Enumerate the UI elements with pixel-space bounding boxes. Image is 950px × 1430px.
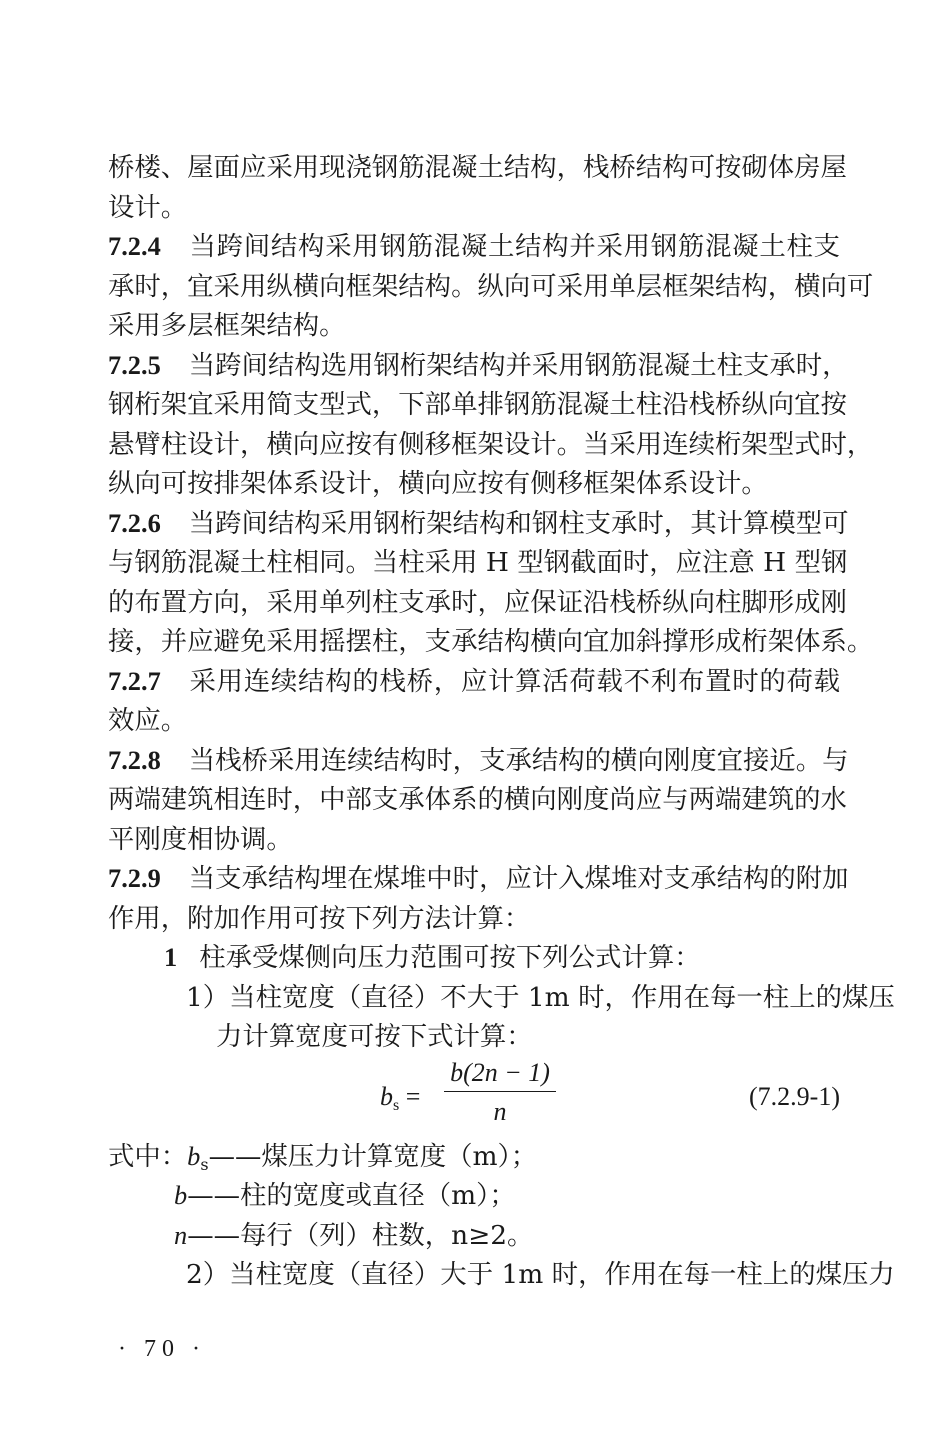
text-line: 悬臂柱设计，横向应按有侧移框架设计。当采用连续桁架型式时， [108,428,874,460]
text-line: 采用多层框架结构。 [108,310,346,341]
text-line: 的布置方向，采用单列柱支承时，应保证沿栈桥纵向柱脚形成刚 [108,586,847,618]
text-line: 当栈桥采用连续结构时，支承结构的横向刚度宜接近。与 [188,744,849,776]
definition-symbol: b [174,1180,188,1210]
text-line: 力计算宽度可按下式计算： [216,1021,533,1052]
clause-number: 7.2.8 [108,744,161,775]
clause-7-2-6 [108,504,849,544]
clause-number: 7.2.7 [108,665,161,696]
fraction-numerator: b(2n − 1) [450,1057,550,1087]
document-body [108,148,895,1295]
fraction-bar [444,1091,556,1092]
item-text: 柱承受煤侧向压力范围可按下列公式计算： [199,942,701,973]
text-line: 作用，附加作用可按下列方法计算： [108,902,531,934]
text-line: 接，并应避免采用摇摆柱，支承结构横向宜加斜撑形成桁架体系。 [108,626,874,657]
sub-item-1: 1）当柱宽度（直径）不大于 1m 时，作用在每一柱上的煤压 [186,981,895,1013]
text-line: 采用连续结构的栈桥，应计算活荷载不利布置时的荷载 [188,665,840,697]
sub-item-2: 2）当柱宽度（直径）大于 1m 时，作用在每一柱上的煤压力 [186,1259,895,1290]
text-line: 当支承结构埋在煤堆中时，应计入煤堆对支承结构的附加 [188,863,849,894]
page-number: · 70 · [118,1336,206,1362]
definition-subscript: s [200,1154,209,1174]
clause-number: 7.2.6 [108,507,161,538]
text-line: 与钢筋混凝土柱相同。当柱采用 H 型钢截面时，应注意 H 型钢 [108,547,848,578]
definition-symbol: b [187,1140,201,1171]
item-number: 1 [164,942,178,972]
formula-7-2-9-1 [108,1057,840,1137]
clause-7-2-5 [108,346,849,386]
formula-subscript: s [393,1096,400,1114]
text-line: 承时，宜采用纵横向框架结构。纵向可采用单层框架结构，横向可 [108,270,874,302]
formula-lhs [380,1077,420,1126]
text-line: 桥楼、屋面应采用现浇钢筋混凝土结构，栈桥结构可按砌体房屋 [108,152,847,183]
list-item-1 [108,938,840,978]
clause-number: 7.2.4 [108,231,161,261]
definition-intro: 式中： [108,1140,188,1172]
text-line: 纵向可按排架体系设计，横向应按有侧移框架体系设计。 [108,468,768,499]
formula-variable: b [380,1081,393,1111]
fraction [444,1057,556,1128]
text-line: 设计。 [108,191,188,223]
equals-sign: = [405,1081,421,1111]
definition-text: ——煤压力计算宽度（m）； [208,1140,538,1172]
clause-number: 7.2.9 [108,863,161,893]
text-line: 当跨间结构选用钢桁架结构并采用钢筋混凝土柱支承时， [188,349,849,381]
definition-text: ——柱的宽度或直径（m）； [187,1180,516,1211]
text-line: 两端建筑相连时，中部支承体系的横向刚度尚应与两端建筑的水 [108,784,847,815]
definition-symbol: n [174,1219,188,1250]
formula-number: (7.2.9-1) [749,1081,840,1111]
text-line: 平刚度相协调。 [108,823,293,855]
fraction-denominator: n [493,1096,507,1126]
clause-number: 7.2.5 [108,349,161,380]
clause-7-2-4 [108,227,840,267]
text-line: 当跨间结构采用钢桁架结构和钢柱支承时，其计算模型可 [188,507,849,539]
text-line: 钢桁架宜采用简支型式，下部单排钢筋混凝土柱沿栈桥纵向宜按 [108,389,847,420]
definition-row [108,1176,840,1216]
clause-7-2-7 [108,662,840,702]
text-line: 效应。 [108,705,188,736]
definition-row [108,1137,840,1177]
definition-text: ——每行（列）柱数，n≥2。 [187,1219,534,1251]
definition-row [108,1216,840,1256]
clause-7-2-8 [108,741,849,781]
text-line: 当跨间结构采用钢筋混凝土结构并采用钢筋混凝土柱支 [188,231,840,262]
clause-7-2-9 [108,859,849,899]
